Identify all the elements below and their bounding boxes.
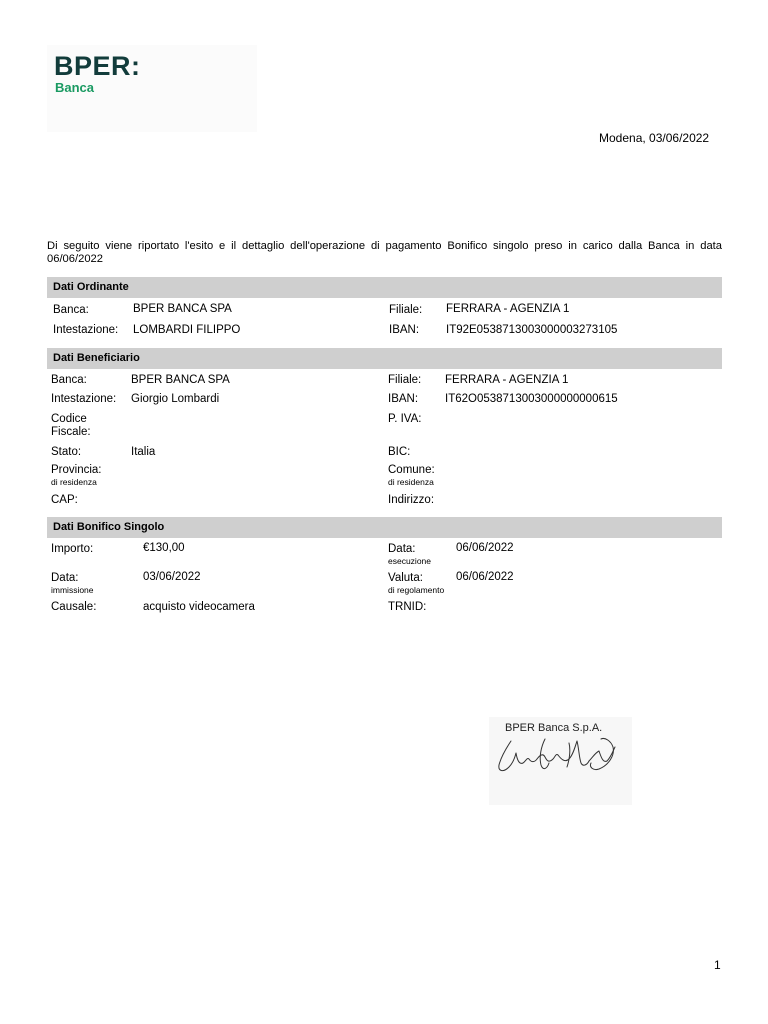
place-date: Modena, 03/06/2022 <box>599 131 710 145</box>
logo-sub: Banca <box>55 80 95 95</box>
beneficiario-filiale-label: Filiale: <box>388 374 422 386</box>
logo-name: BPER: <box>54 51 141 81</box>
beneficiario-iban-label: IBAN: <box>388 393 419 405</box>
bonifico-trnid-label: TRNID: <box>388 601 427 613</box>
bonifico-data-immissione-value: 03/06/2022 <box>143 571 201 583</box>
signature-title: BPER Banca S.p.A. <box>505 722 603 734</box>
ordinante-intestazione-label: Intestazione: <box>53 324 119 336</box>
bonifico-importo-label: Importo: <box>51 543 94 555</box>
ordinante-banca-value: BPER BANCA SPA <box>133 303 232 315</box>
section-title-bonifico: Dati Bonifico Singolo <box>53 521 165 533</box>
beneficiario-intestazione-label: Intestazione: <box>51 393 117 405</box>
beneficiario-stato-value: Italia <box>131 446 156 458</box>
section-title-beneficiario: Dati Beneficiario <box>53 352 140 364</box>
bonifico-data-immissione-label: Data: <box>51 572 79 584</box>
beneficiario-codice-label-2: Fiscale: <box>51 426 91 438</box>
section-ordinante <box>47 277 722 298</box>
ordinante-filiale-label: Filiale: <box>389 304 423 316</box>
beneficiario-provincia-label: Provincia: <box>51 464 102 476</box>
bonifico-causale-value: acquisto videocamera <box>143 601 255 613</box>
ordinante-filiale-value: FERRARA - AGENZIA 1 <box>446 303 570 315</box>
ordinante-iban-label: IBAN: <box>389 324 420 336</box>
bonifico-valuta-sub: di regolamento <box>388 585 445 595</box>
bank-logo <box>47 45 257 132</box>
beneficiario-indirizzo-label: Indirizzo: <box>388 494 435 506</box>
beneficiario-banca-label: Banca: <box>51 374 87 386</box>
beneficiario-piva-label: P. IVA: <box>388 413 422 425</box>
intro-line2: 06/06/2022 <box>47 253 103 265</box>
bonifico-data-esecuzione-label: Data: <box>388 543 416 555</box>
beneficiario-filiale-value: FERRARA - AGENZIA 1 <box>445 374 569 386</box>
handwritten-signature <box>489 717 632 805</box>
beneficiario-provincia-sub: di residenza <box>51 477 97 487</box>
intro-line1: Di seguito viene riportato l'esito e il dettaglio dell'operazione di pagamento Bonifico singolo preso in carico dalla Banca in data <box>47 240 722 252</box>
section-beneficiario <box>47 348 722 369</box>
bonifico-data-esecuzione-value: 06/06/2022 <box>456 542 514 554</box>
signature-block <box>489 717 632 805</box>
page-number: 1 <box>714 958 721 972</box>
beneficiario-comune-sub: di residenza <box>388 477 434 487</box>
bonifico-importo-value: €130,00 <box>143 542 185 554</box>
beneficiario-stato-label: Stato: <box>51 446 82 458</box>
bonifico-valuta-value: 06/06/2022 <box>456 571 514 583</box>
beneficiario-comune-label: Comune: <box>388 464 435 476</box>
beneficiario-banca-value: BPER BANCA SPA <box>131 374 230 386</box>
beneficiario-cap-label: CAP: <box>51 494 78 506</box>
beneficiario-codice-label-1: Codice <box>51 413 87 425</box>
ordinante-intestazione-value: LOMBARDI FILIPPO <box>133 324 241 336</box>
beneficiario-iban-value: IT62O0538713003000000000615 <box>445 393 618 405</box>
beneficiario-bic-label: BIC: <box>388 446 411 458</box>
bonifico-data-immissione-sub: immissione <box>51 585 94 595</box>
section-bonifico <box>47 517 722 538</box>
ordinante-iban-value: IT92E0538713003000003273105 <box>446 324 618 336</box>
bonifico-causale-label: Causale: <box>51 601 97 613</box>
bonifico-valuta-label: Valuta: <box>388 572 423 584</box>
section-title-ordinante: Dati Ordinante <box>53 281 129 293</box>
beneficiario-intestazione-value: Giorgio Lombardi <box>131 393 220 405</box>
bonifico-data-esecuzione-sub: esecuzione <box>388 556 432 566</box>
ordinante-banca-label: Banca: <box>53 304 89 316</box>
